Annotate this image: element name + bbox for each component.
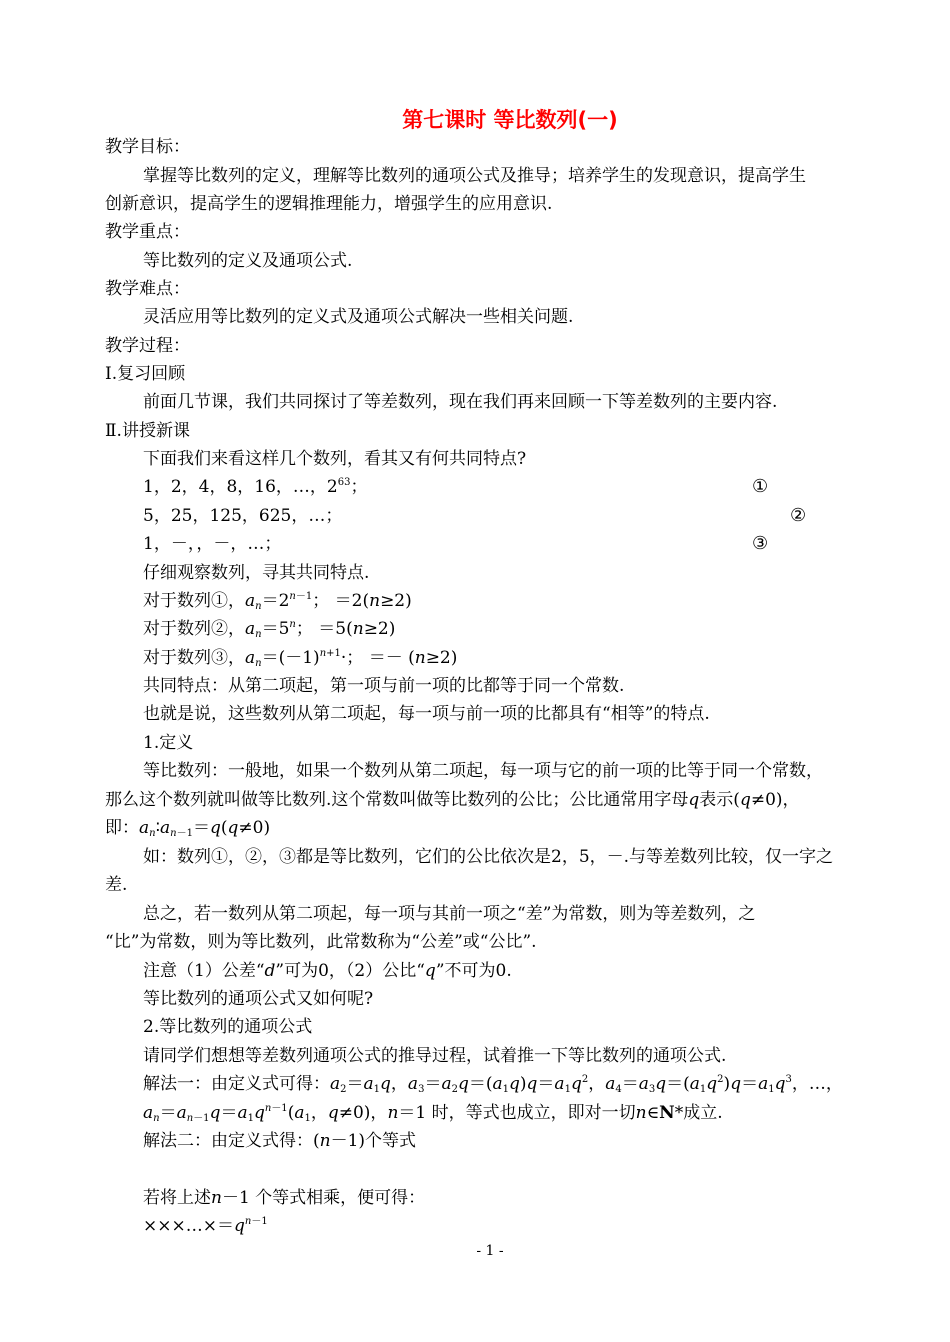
difficulties-text: 灵活应用等比数列的定义式及通项公式解决一些相关问题.	[143, 307, 574, 327]
common-feature: 共同特点：从第二项起，第一项与前一项的比都等于同一个常数.	[143, 676, 625, 696]
formula-sequence-3: 对于数列③，$a_n=(-1)^{n+1}\cdot$； ＝－ (n≥2)	[143, 648, 458, 669]
method-one-line-1: 解法一：由定义式可得：$a_2=a_1q$，$a_3=a_2q=(a_1q)q=a_1q^2$，$a_4=a_3q=(a_1q^2)q=a_1q^3$，…，	[143, 1074, 843, 1095]
section-heading-difficulties: 教学难点：	[105, 279, 190, 299]
summary-text-1: 总之，若一数列从第二项起，每一项与其前一项之“差”为常数，则为等差数列，之	[143, 904, 756, 924]
formula-sequence-2: 对于数列②，$a_n=5^n$； ＝5(n≥2)	[143, 619, 396, 640]
lesson-title: 第七课时 等比数列(一)	[402, 108, 618, 132]
method-two: 解法二：由定义式得：(n－1)个等式	[143, 1131, 417, 1151]
intro-question: 下面我们来看这样几个数列，看其又有何共同特点?	[143, 449, 527, 469]
observe-text: 仔细观察数列，寻其共同特点.	[143, 563, 370, 583]
subheading-general-term: 2.等比数列的通项公式	[143, 1017, 313, 1037]
method-one-line-2: $a_n=a_{n-1}q=a_1q^{n-1}(a_1$，q≠0)，n＝1 时，等式也成立，即对一切n∈N*成立.	[143, 1103, 723, 1124]
circled-number-1: ①	[752, 476, 769, 497]
product-formula: $\times\times\times\dots\times=q^{n-1}$	[143, 1216, 268, 1236]
note-text: 注意（1）公差“d”可为0，（2）公比“q”不可为0.	[143, 961, 512, 981]
general-term-question: 等比数列的通项公式又如何呢?	[143, 989, 374, 1009]
summary-text-2: “比”为常数，则为等比数列，此常数称为“公差”或“公比”.	[105, 932, 537, 952]
objectives-text-2: 创新意识，提高学生的逻辑推理能力，增强学生的应用意识.	[105, 194, 553, 214]
common-feature-explained: 也就是说，这些数列从第二项起，每一项与前一项的比都具有“相等”的特点.	[143, 704, 710, 724]
formula-sequence-1: 对于数列①，$a_n=2^{n-1}$； ＝2(n≥2)	[143, 591, 412, 612]
multiply-text: 若将上述n－1 个等式相乘，便可得：	[143, 1188, 426, 1208]
circled-number-2: ②	[790, 505, 807, 526]
section-heading-objectives: 教学目标：	[105, 137, 190, 157]
review-text: 前面几节课，我们共同探讨了等差数列，现在我们再来回顾一下等差数列的主要内容.	[143, 392, 778, 412]
section-heading-process: 教学过程：	[105, 336, 190, 356]
subsection-review: Ⅰ.复习回顾	[105, 364, 186, 384]
objectives-text-1: 掌握等比数列的定义，理解等比数列的通项公式及推导；培养学生的发现意识，提高学生	[143, 166, 806, 186]
definition-formula: 即：$a_n∶a_{n-1}=q(q\ne 0)$	[105, 818, 271, 839]
section-heading-key-points: 教学重点：	[105, 222, 190, 242]
key-points-text: 等比数列的定义及通项公式.	[143, 251, 353, 271]
derivation-prompt: 请同学们想想等差数列通项公式的推导过程，试着推一下等比数列的通项公式.	[143, 1046, 727, 1066]
definition-text-1: 等比数列：一般地，如果一个数列从第二项起，每一项与它的前一项的比等于同一个常数，	[143, 761, 823, 781]
subheading-definition: 1.定义	[143, 733, 194, 753]
subsection-new-lesson: Ⅱ.讲授新课	[105, 421, 190, 441]
sequence-3: 1，－，，－，…；	[143, 534, 282, 554]
definition-text-2: 那么这个数列就叫做等比数列.这个常数叫做等比数列的公比；公比通常用字母q表示(q≠0)，	[105, 790, 800, 810]
sequence-1: 1，2，4，8，16，…，$2^{63}$；	[143, 477, 368, 497]
example-text-1: 如：数列①，②，③都是等比数列，它们的公比依次是2，5，－.与等差数列比较，仅一字之	[143, 847, 834, 867]
page-number: - 1 -	[476, 1243, 504, 1259]
example-text-2: 差.	[105, 875, 128, 895]
circled-number-3: ③	[752, 533, 769, 554]
sequence-2: 5，25，125，625，…；	[143, 506, 343, 526]
